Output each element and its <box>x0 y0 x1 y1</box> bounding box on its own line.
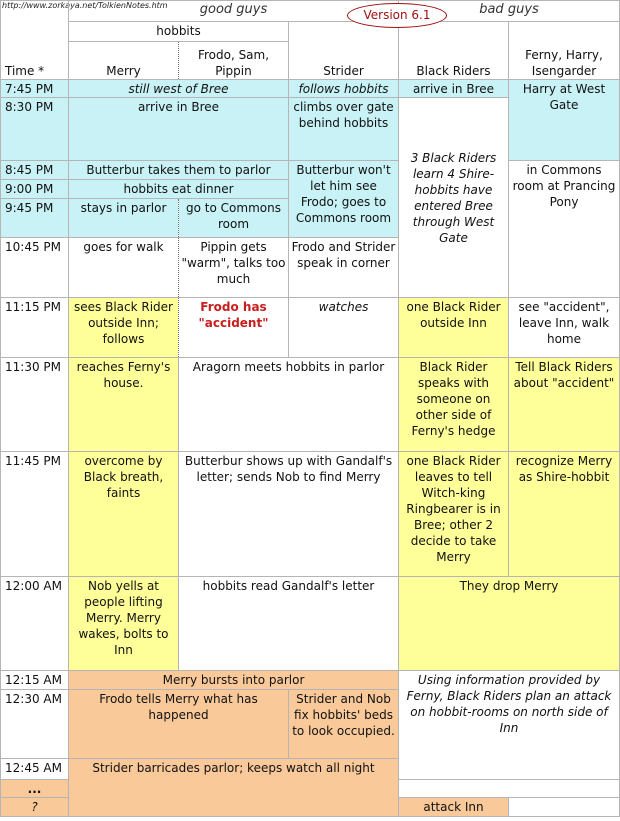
event-cell: goes for walk <box>69 238 179 298</box>
time-cell: 8:30 PM <box>1 98 69 161</box>
event-cell: Tell Black Riders about "accident" <box>509 358 620 452</box>
event-cell: climbs over gate behind hobbits <box>289 98 399 161</box>
event-cell: arrive in Bree <box>69 98 289 161</box>
time-cell: 12:15 AM <box>1 671 69 690</box>
event-cell: follows hobbits <box>289 80 399 98</box>
time-cell: 7:45 PM <box>1 80 69 98</box>
time-header: Time * <box>1 1 69 80</box>
event-cell: overcome by Black breath, faints <box>69 452 179 577</box>
strider-column-header: Strider <box>289 22 399 80</box>
event-cell: Frodo and Strider speak in corner <box>289 238 399 298</box>
event-cell: go to Commons room <box>179 199 289 238</box>
event-cell: see "accident", leave Inn, walk home <box>509 298 620 358</box>
event-cell: still west of Bree <box>69 80 289 98</box>
event-cell: hobbits eat dinner <box>69 180 289 199</box>
event-cell: Butterbur shows up with Gandalf's letter; sends Nob to find Merry <box>179 452 399 577</box>
hobbits-group-header: hobbits <box>69 22 289 42</box>
event-cell: sees Black Rider outside Inn; follows <box>69 298 179 358</box>
event-cell: reaches Ferny's house. <box>69 358 179 452</box>
event-cell: stays in parlor <box>69 199 179 238</box>
time-cell: 12:30 AM <box>1 690 69 759</box>
event-cell: attack Inn <box>399 798 509 817</box>
event-cell: Frodo tells Merry what has happened <box>69 690 289 759</box>
event-cell: Frodo has "accident" <box>179 298 289 358</box>
event-cell: Butterbur takes them to parlor <box>69 161 289 180</box>
time-cell: 9:45 PM <box>1 199 69 238</box>
time-cell: ... <box>1 780 69 798</box>
time-cell: 8:45 PM <box>1 161 69 180</box>
version-badge: Version 6.1 <box>347 3 447 28</box>
ferny-column-header: Ferny, Harry, Isengarder <box>509 22 620 80</box>
black-riders-column-header: Black Riders <box>399 22 509 80</box>
event-cell: arrive in Bree <box>399 80 509 98</box>
time-cell: 12:00 AM <box>1 577 69 671</box>
event-cell: hobbits read Gandalf's letter <box>179 577 399 671</box>
empty-cell <box>509 798 620 817</box>
time-cell: 11:15 PM <box>1 298 69 358</box>
frodo-column-header: Frodo, Sam, Pippin <box>179 42 289 80</box>
event-cell: one Black Rider outside Inn <box>399 298 509 358</box>
event-cell: Using information provided by Ferny, Black Riders plan an attack on hobbit-rooms on north side of Inn <box>399 671 620 780</box>
empty-cell <box>399 780 620 798</box>
event-cell: Pippin gets "warm", talks too much <box>179 238 289 298</box>
event-cell: recognize Merry as Shire-hobbit <box>509 452 620 577</box>
event-cell: 3 Black Riders learn 4 Shire-hobbits have entered Bree through West Gate <box>399 98 509 298</box>
event-cell: in Commons room at Prancing Pony <box>509 161 620 298</box>
time-cell: ? <box>1 798 69 817</box>
bad-guys-header: bad guys <box>399 1 620 22</box>
merry-column-header: Merry <box>69 42 179 80</box>
event-cell: Strider barricades parlor; keeps watch all night <box>69 759 399 817</box>
time-cell: 12:45 AM <box>1 759 69 780</box>
event-cell: watches <box>289 298 399 358</box>
event-cell: Aragorn meets hobbits in parlor <box>179 358 399 452</box>
source-url: http://www.zorkaya.net/TolkienNotes.htm <box>2 1 168 10</box>
event-cell: Nob yells at people lifting Merry. Merry wakes, bolts to Inn <box>69 577 179 671</box>
time-cell: 11:30 PM <box>1 358 69 452</box>
good-guys-header: good guys <box>69 1 399 22</box>
event-cell: one Black Rider leaves to tell Witch-king Ringbearer is in Bree; other 2 decide to take Merry <box>399 452 509 577</box>
event-cell: Butterbur won't let him see Frodo; goes to Commons room <box>289 161 399 238</box>
time-cell: 9:00 PM <box>1 180 69 199</box>
event-cell: Merry bursts into parlor <box>69 671 399 690</box>
event-cell: Black Rider speaks with someone on other side of Ferny's hedge <box>399 358 509 452</box>
event-cell: Strider and Nob fix hobbits' beds to look occupied. <box>289 690 399 759</box>
time-cell: 11:45 PM <box>1 452 69 577</box>
time-cell: 10:45 PM <box>1 238 69 298</box>
event-cell: They drop Merry <box>399 577 620 671</box>
event-cell: Harry at West Gate <box>509 80 620 161</box>
